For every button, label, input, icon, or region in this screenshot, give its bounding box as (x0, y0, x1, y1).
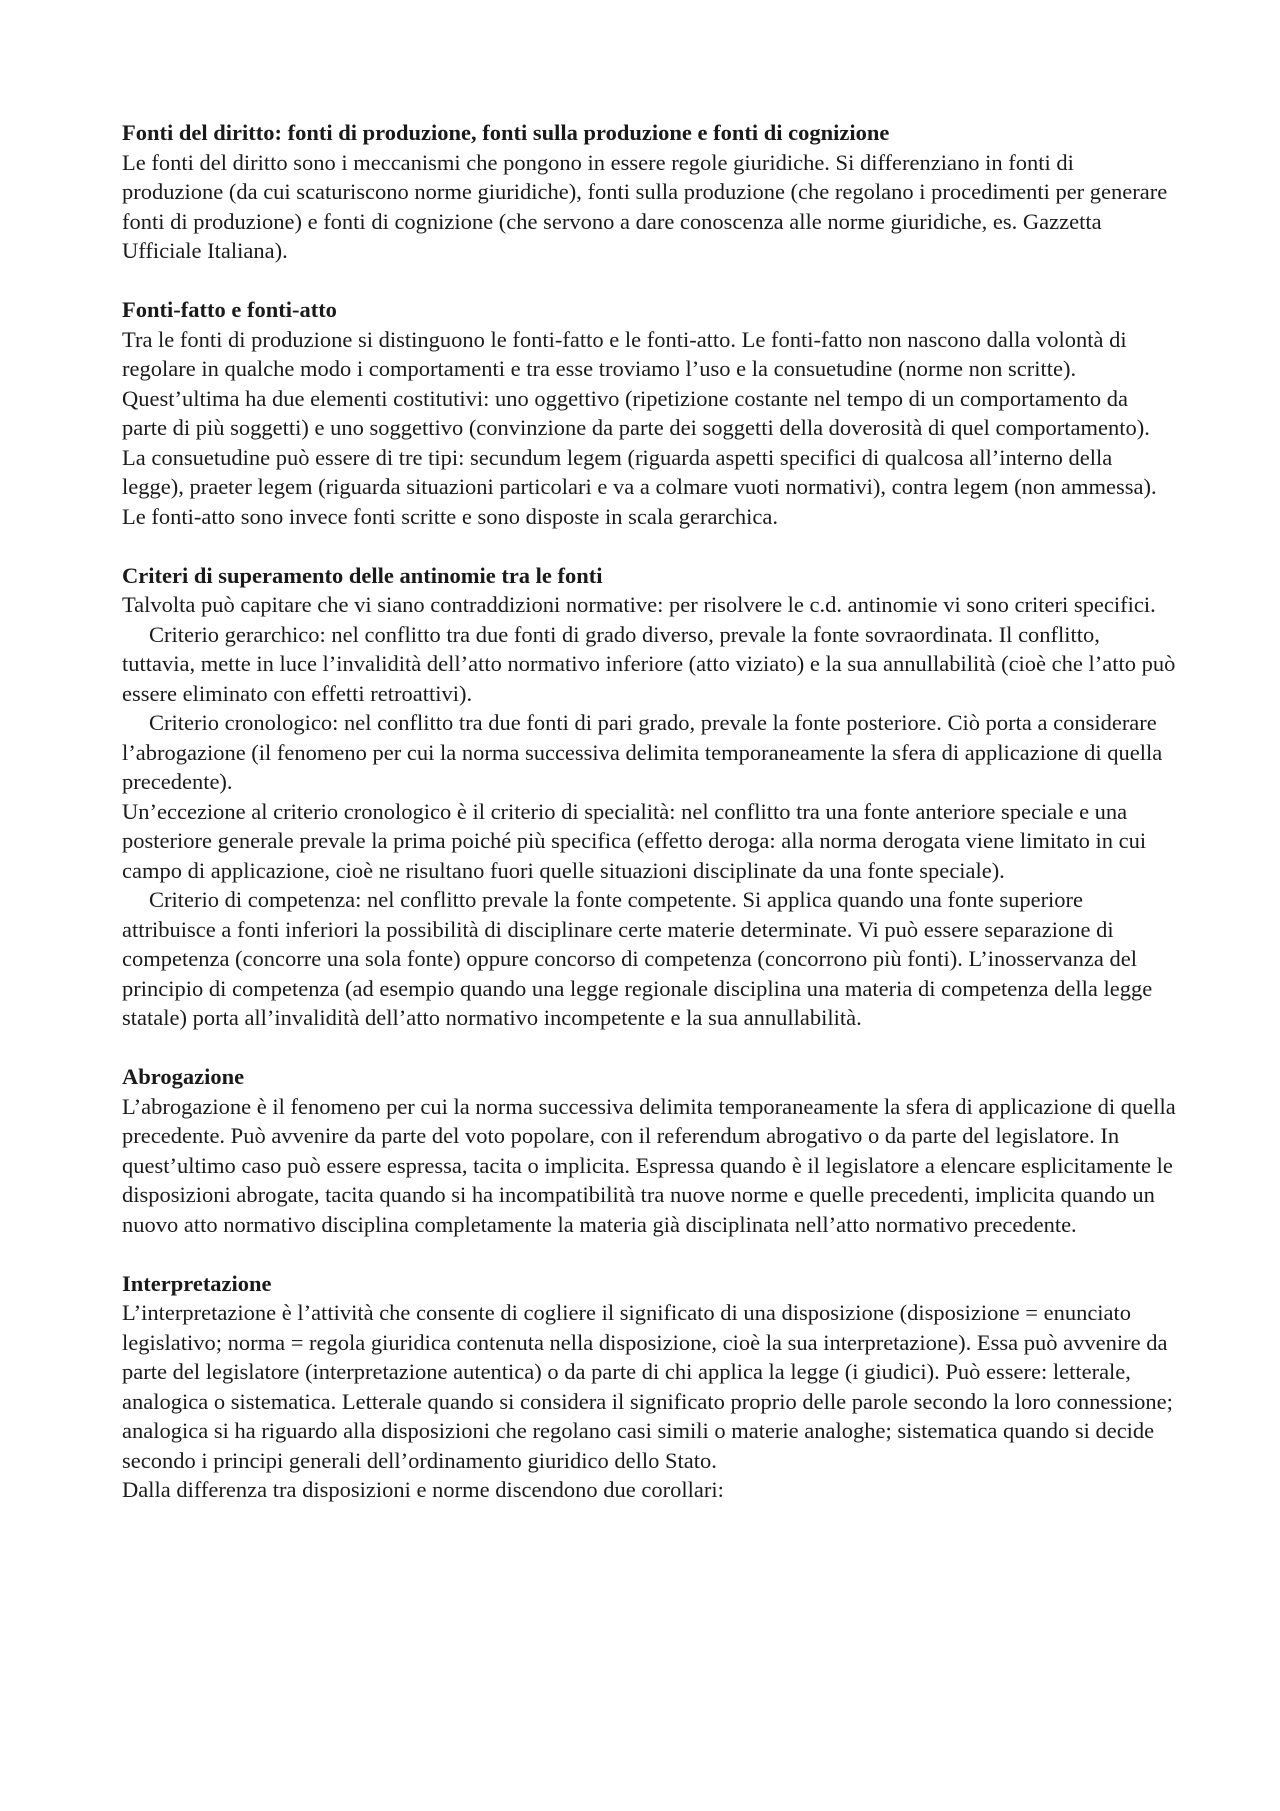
section-heading: Abrogazione (122, 1064, 245, 1089)
section-interpretazione (122, 1269, 1177, 1505)
paragraph-criterio-gerarchico: Criterio gerarchico: nel conflitto tra due fonti di grado diverso, prevale la fonte sovraordinata. Il conflitto, tuttavia, mette in luce l’invalidità dell’atto normativo inferiore (atto viziato) e la sua annullabilità (cioè che l’atto può essere eliminato con effetti retroattivi). (122, 621, 1176, 706)
paragraph: Tra le fonti di produzione si distinguono le fonti-fatto e le fonti-atto. Le fonti-fatto non nascono dalla volontà di regolare in qualche modo i comportamenti e tra esse troviamo l’uso e la consuetudine (norme non scritte). Quest’ultima ha due elementi costitutivi: uno oggettivo (ripetizione costante nel tempo di un comportamento da parte di più soggetti) e uno soggettivo (convinzione da parte dei soggetti della doverosità di quel comportamento). La consuetudine può essere di tre tipi: secundum legem (riguarda aspetti specifici di qualcosa all’interno della legge), praeter legem (riguarda situazioni particolari e va a colmare vuoti normativi), contra legem (non ammessa). Le fonti-atto sono invece fonti scritte e sono disposte in scala gerarchica. (122, 326, 1157, 529)
paragraph: Le fonti del diritto sono i meccanismi che pongono in essere regole giuridiche. Si differenziano in fonti di produzione (da cui scaturiscono norme giuridiche), fonti sulla produzione (che regolano i procedimenti per generare fonti di produzione) e fonti di cognizione (che servono a dare conoscenza alle norme giuridiche, es. Gazzetta Ufficiale Italiana). (122, 149, 1168, 263)
document-page (122, 118, 1177, 1534)
paragraph: L’abrogazione è il fenomeno per cui la norma successiva delimita temporaneamente la sfera di applicazione di quella precedente. Può avvenire da parte del voto popolare, con il referendum abrogativo o da parte del legislatore. In quest’ultimo caso può essere espressa, tacita o implicita. Espressa quando è il legislatore a elencare esplicitamente le disposizioni abrogate, tacita quando si ha incompatibilità tra nuove norme e quelle precedenti, implicita quando un nuovo atto normativo disciplina completamente la materia già disciplinata nell’atto normativo precedente. (122, 1093, 1176, 1237)
section-heading: Fonti-fatto e fonti-atto (122, 297, 337, 322)
section-abrogazione (122, 1062, 1177, 1239)
section-fonti-del-diritto (122, 118, 1177, 266)
paragraph: Dalla differenza tra disposizioni e norme discendono due corollari: (122, 1477, 724, 1502)
paragraph: L’interpretazione è l’attività che consente di cogliere il significato di una disposizione (disposizione = enunciato legislativo; norma = regola giuridica contenuta nella disposizione, cioè la sua interpretazione). Essa può avvenire da parte del legislatore (interpretazione autentica) o da parte di chi applica la legge (i giudici). Può essere: letterale, analogica o sistematica. Letterale quando si considera il significato proprio delle parole secondo la loro connessione; analogica si ha riguardo alla disposizioni che regolano casi simili o materie analoghe; sistematica quando si decide secondo i principi generali dell’ordinamento giuridico dello Stato. (122, 1300, 1173, 1473)
section-heading: Fonti del diritto: fonti di produzione, fonti sulla produzione e fonti di cognizione (122, 120, 890, 145)
section-heading: Criteri di superamento delle antinomie tra le fonti (122, 562, 603, 588)
section-fonti-fatto-e-fonti-atto (122, 295, 1177, 531)
paragraph-criterio-specialita: Un’eccezione al criterio cronologico è il criterio di specialità: nel conflitto tra una fonte anteriore speciale e una posteriore generale prevale la prima poiché più specifica (effetto deroga: alla norma derogata viene limitato in cui campo di applicazione, cioè ne risultano fuori quelle situazioni disciplinate da una fonte speciale). (122, 798, 1147, 883)
section-criteri-antinomie (122, 561, 1177, 1033)
section-heading: Interpretazione (122, 1270, 272, 1296)
paragraph: Talvolta può capitare che vi siano contraddizioni normative: per risolvere le c.d. antinomie vi sono criteri specifici. (122, 592, 1156, 617)
paragraph-criterio-competenza: Criterio di competenza: nel conflitto prevale la fonte competente. Si applica quando una fonte superiore attribuisce a fonti inferiori la possibilità di disciplinare certe materie determinate. Vi può essere separazione di competenza (concorre una sola fonte) oppure concorso di competenza (concorrono più fonti). L’inosservanza del principio di competenza (ad esempio quando una legge regionale disciplina una materia di competenza della legge statale) porta all’invalidità dell’atto normativo incompetente e la sua annullabilità. (122, 887, 1153, 1030)
paragraph-criterio-cronologico: Criterio cronologico: nel conflitto tra due fonti di pari grado, prevale la fonte posteriore. Ciò porta a considerare l’abrogazione (il fenomeno per cui la norma successiva delimita temporaneamente la sfera di applicazione di quella precedente). (122, 710, 1163, 794)
